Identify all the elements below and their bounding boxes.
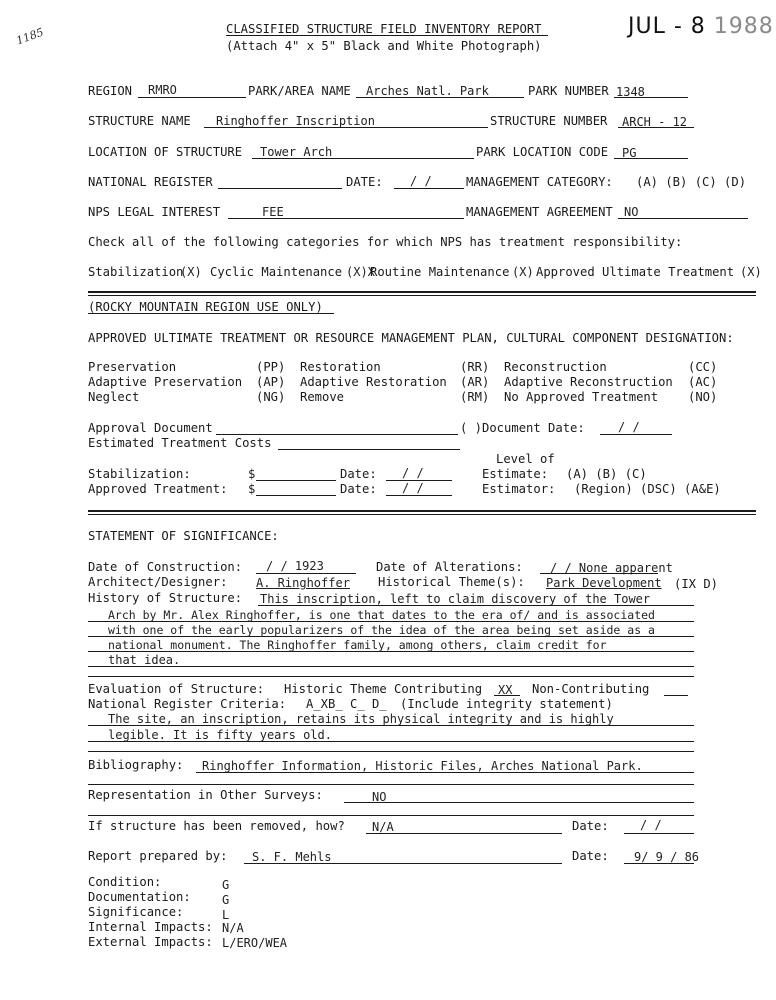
management-category-label: MANAGEMENT CATEGORY: xyxy=(466,175,613,189)
approved-treatment-date-line xyxy=(386,495,452,496)
document-date-value: / / xyxy=(618,420,640,434)
designation-cc: (CC) xyxy=(688,360,718,374)
document-date-line xyxy=(600,434,672,435)
approved-ultimate-mark: (X) xyxy=(740,265,762,279)
stamp-year: 1988 xyxy=(713,14,774,39)
location-label: LOCATION OF STRUCTURE xyxy=(88,145,243,159)
history-text-2: with one of the early popularizers of the idea of the area being set aside as a xyxy=(108,623,655,637)
architect-value: A. Ringhoffer xyxy=(256,576,350,590)
designation-ap: (AP) xyxy=(256,375,286,389)
approval-document-line xyxy=(216,434,458,435)
title-underline xyxy=(226,35,548,36)
section-divider-thin xyxy=(88,295,756,296)
history-text-1: Arch by Mr. Alex Ringhoffer, is one that dates to the era of/ and is associated xyxy=(108,608,655,622)
park-number-value: 1348 xyxy=(616,85,645,99)
date-construction-label: Date of Construction: xyxy=(88,560,243,574)
estimated-costs-label: Estimated Treatment Costs xyxy=(88,436,272,450)
evaluation-text-0: The site, an inscription, retains its physical integrity and is highly xyxy=(108,712,614,726)
estimator-label: Estimator: xyxy=(482,482,556,496)
management-category-options: (A) (B) (C) (D) xyxy=(636,175,747,189)
approved-treatment-date-value: / / xyxy=(402,481,424,495)
theme-value: Park Development xyxy=(546,576,662,590)
non-contributing-line xyxy=(664,695,688,696)
documentation-value: G xyxy=(222,893,230,907)
approved-treatment-dollar: $ xyxy=(248,482,256,496)
significance-rating-value: L xyxy=(222,908,230,922)
structure-number-label: STRUCTURE NUMBER xyxy=(490,114,608,128)
stabilization-cost-line xyxy=(256,480,336,481)
designation-remove: Remove xyxy=(300,390,345,404)
historic-theme-contributing: Historic Theme Contributing xyxy=(284,682,483,696)
nr-criteria-label: National Register Criteria: xyxy=(88,697,287,711)
designation-no-approved: No Approved Treatment xyxy=(504,390,659,404)
stabilization-dollar: $ xyxy=(248,467,256,481)
representation-label: Representation in Other Surveys: xyxy=(88,788,323,802)
section-divider-2-thin xyxy=(88,514,756,515)
theme-label: Historical Theme(s): xyxy=(378,575,525,589)
routine-maintenance-label: Routine Maintenance xyxy=(370,265,510,279)
location-value: Tower Arch xyxy=(260,145,333,159)
region-line xyxy=(138,97,246,98)
representation-value: NO xyxy=(372,790,387,804)
stabilization-checkbox-label: Stabilization xyxy=(88,265,184,279)
designation-adaptive-reconstruction: Adaptive Reconstruction xyxy=(504,375,673,389)
park-location-code-label: PARK LOCATION CODE xyxy=(476,145,609,159)
park-number-label: PARK NUMBER xyxy=(528,84,609,98)
nps-legal-interest-value: FEE xyxy=(262,205,284,219)
nr-criteria-value: A_XB_ C_ D_ xyxy=(306,697,387,711)
approved-treatment-cost-label: Approved Treatment: xyxy=(88,482,228,496)
nps-legal-interest-label: NPS LEGAL INTEREST xyxy=(88,205,221,219)
date-construction-value: / / 1923 xyxy=(266,559,324,573)
nr-criteria-note: (Include integrity statement) xyxy=(400,697,613,711)
designation-adaptive-preservation: Adaptive Preservation xyxy=(88,375,243,389)
date-alterations-value: / / None apparent xyxy=(550,561,673,575)
approval-document-label: Approval Document xyxy=(88,421,213,435)
internal-impacts-label: Internal Impacts: xyxy=(88,920,213,934)
estimate-label: Estimate: xyxy=(482,467,549,481)
documentation-label: Documentation: xyxy=(88,890,191,904)
history-text-0: This inscription, left to claim discovery of the Tower xyxy=(260,592,651,606)
date-construction-line xyxy=(256,573,356,574)
region-label: REGION xyxy=(88,84,133,98)
designation-no: (NO) xyxy=(688,390,718,404)
stamp-month-day: JUL - 8 xyxy=(628,14,706,39)
history-text-3: national monument. The Ringhoffer family, among others, claim credit for xyxy=(108,638,607,652)
park-location-code-value: PG xyxy=(622,146,637,160)
removed-date-value: / / xyxy=(640,818,662,832)
history-label: History of Structure: xyxy=(88,591,243,605)
prepared-by-value: S. F. Mehls xyxy=(252,850,332,864)
treatment-instruction: Check all of the following categories for which NPS has treatment responsibility: xyxy=(88,235,683,249)
removed-date-line xyxy=(624,833,694,834)
designation-ng: (NG) xyxy=(256,390,286,404)
estimator-options: (Region) (DSC) (A&E) xyxy=(574,482,721,496)
section-divider-3 xyxy=(88,676,694,677)
section-divider xyxy=(88,291,756,293)
national-register-label: NATIONAL REGISTER xyxy=(88,175,213,189)
prepared-by-label: Report prepared by: xyxy=(88,849,228,863)
condition-label: Condition: xyxy=(88,875,162,889)
rocky-mountain-note: (ROCKY MOUNTAIN REGION USE ONLY) xyxy=(88,300,323,314)
stabilization-date-value: / / xyxy=(402,466,424,480)
stabilization-mark: (X) xyxy=(180,265,202,279)
designation-adaptive-restoration: Adaptive Restoration xyxy=(300,375,447,389)
contributing-mark: XX xyxy=(498,683,513,697)
designation-preservation: Preservation xyxy=(88,360,177,374)
document-date-label: ( )Document Date: xyxy=(460,421,585,435)
designation-restoration: Restoration xyxy=(300,360,381,374)
designation-rr: (RR) xyxy=(460,360,490,374)
designation-neglect: Neglect xyxy=(88,390,140,404)
condition-value: G xyxy=(222,878,230,892)
external-impacts-label: External Impacts: xyxy=(88,935,213,949)
approved-treatment-header: APPROVED ULTIMATE TREATMENT OR RESOURCE MANAGEMENT PLAN, CULTURAL COMPONENT DESIGNATION: xyxy=(88,331,734,345)
management-agreement-label: MANAGEMENT AGREEMENT xyxy=(466,205,613,219)
park-area-value: Arches Natl. Park xyxy=(366,84,489,98)
significance-heading: STATEMENT OF SIGNIFICANCE: xyxy=(88,529,279,543)
designation-reconstruction: Reconstruction xyxy=(504,360,607,374)
significance-rating-label: Significance: xyxy=(88,905,184,919)
bibliography-label: Bibliography: xyxy=(88,758,184,772)
removed-value: N/A xyxy=(372,820,394,834)
theme-code: (IX D) xyxy=(674,577,719,591)
stabilization-cost-label: Stabilization: xyxy=(88,467,191,481)
representation-line-2 xyxy=(88,815,694,816)
history-text-4: that idea. xyxy=(108,653,181,667)
national-register-line xyxy=(218,188,342,189)
section-divider-2 xyxy=(88,510,756,512)
evaluation-text-1: legible. It is fifty years old. xyxy=(108,728,332,742)
nr-date-line xyxy=(394,188,464,189)
nr-date-label: DATE: xyxy=(346,175,383,189)
representation-line xyxy=(344,802,694,803)
non-contributing-label: Non-Contributing xyxy=(532,682,650,696)
nr-date-value: / / xyxy=(410,174,432,188)
cyclic-maintenance-mark: (X)X xyxy=(346,265,375,279)
designation-ac: (AC) xyxy=(688,375,718,389)
structure-name-value: Ringhoffer Inscription xyxy=(216,114,375,128)
section-divider-4 xyxy=(88,751,694,752)
evaluation-label: Evaluation of Structure: xyxy=(88,682,265,696)
removed-label: If structure has been removed, how? xyxy=(88,819,345,833)
structure-name-label: STRUCTURE NAME xyxy=(88,114,191,128)
park-area-label: PARK/AREA NAME xyxy=(248,84,351,98)
cyclic-maintenance-label: Cyclic Maintenance xyxy=(210,265,343,279)
approved-treatment-cost-line xyxy=(256,495,336,496)
date-alterations-label: Date of Alterations: xyxy=(376,560,523,574)
level-of-label: Level of xyxy=(496,452,555,466)
form-subtitle: (Attach 4" x 5" Black and White Photograph) xyxy=(226,39,542,53)
designation-rm: (RM) xyxy=(460,390,490,404)
structure-number-value: ARCH - 12 xyxy=(622,115,688,129)
estimated-costs-line xyxy=(278,449,460,450)
approved-ultimate-label: Approved Ultimate Treatment xyxy=(536,265,735,279)
region-value: RMRO xyxy=(148,83,177,97)
external-impacts-value: L/ERO/WEA xyxy=(222,936,288,950)
estimate-options: (A) (B) (C) xyxy=(566,467,647,481)
margin-note: 1185 xyxy=(14,25,46,48)
bibliography-line-2 xyxy=(88,784,694,785)
designation-pp: (PP) xyxy=(256,360,286,374)
prepared-date-label: Date: xyxy=(572,849,609,863)
internal-impacts-value: N/A xyxy=(222,921,244,935)
form-title: CLASSIFIED STRUCTURE FIELD INVENTORY REPORT xyxy=(226,22,542,36)
prepared-date-value: 9/ 9 / 86 xyxy=(634,850,700,864)
routine-maintenance-mark: (X) xyxy=(512,265,534,279)
management-agreement-value: NO xyxy=(624,205,639,219)
removed-date-label: Date: xyxy=(572,819,609,833)
designation-ar: (AR) xyxy=(460,375,490,389)
bibliography-value: Ringhoffer Information, Historic Files, Arches National Park. xyxy=(202,759,643,773)
rocky-mountain-underline xyxy=(88,313,334,314)
architect-label: Architect/Designer: xyxy=(88,575,228,589)
received-date-stamp xyxy=(628,14,774,39)
approved-treatment-date-label: Date: xyxy=(340,482,377,496)
removed-line xyxy=(366,833,562,834)
stabilization-date-label: Date: xyxy=(340,467,377,481)
